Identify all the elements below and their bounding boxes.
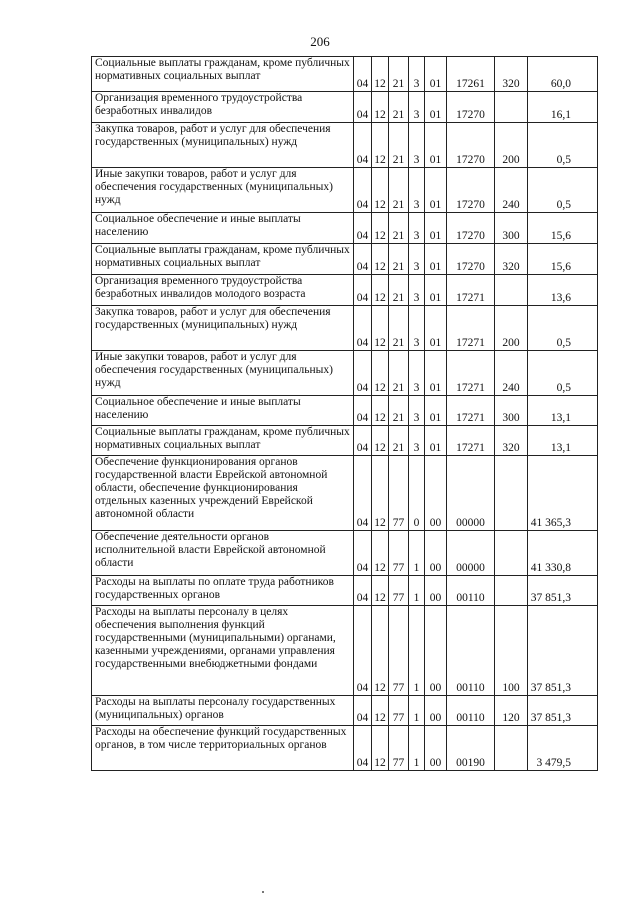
code-section: 04 <box>354 213 372 244</box>
amount: 13,1 <box>528 396 598 426</box>
code-program: 21 <box>389 244 409 275</box>
code-subsection: 12 <box>372 92 389 123</box>
code-activity: 01 <box>425 426 447 456</box>
code-program: 21 <box>389 306 409 351</box>
table-row <box>92 606 598 696</box>
code-activity: 01 <box>425 92 447 123</box>
code-activity: 01 <box>425 213 447 244</box>
expense-type: 200 <box>495 306 528 351</box>
table-row <box>92 213 598 244</box>
code-subprogram: 3 <box>409 123 425 168</box>
code-activity: 01 <box>425 306 447 351</box>
expense-type <box>495 456 528 531</box>
code-section: 04 <box>354 168 372 213</box>
code-activity: 01 <box>425 244 447 275</box>
code-direction: 17270 <box>447 213 495 244</box>
expense-type <box>495 726 528 771</box>
expense-type <box>495 531 528 576</box>
amount: 0,5 <box>528 168 598 213</box>
code-activity: 00 <box>425 576 447 606</box>
expense-type: 240 <box>495 168 528 213</box>
code-subsection: 12 <box>372 168 389 213</box>
code-subprogram: 3 <box>409 168 425 213</box>
code-activity: 01 <box>425 275 447 306</box>
amount: 37 851,3 <box>528 576 598 606</box>
table-row <box>92 696 598 726</box>
amount: 37 851,3 <box>528 696 598 726</box>
code-direction: 17270 <box>447 244 495 275</box>
table-row <box>92 351 598 396</box>
code-program: 21 <box>389 57 409 92</box>
row-name: Расходы на выплаты персоналу в целях обеспечения выполнения функций государственными (муниципальными) органами, казенными учреждениями, органами управления государственными внебюджетными фондами <box>92 606 354 696</box>
row-name: Иные закупки товаров, работ и услуг для обеспечения государственных (муниципальных) нужд <box>92 351 354 396</box>
code-program: 77 <box>389 696 409 726</box>
code-direction: 17270 <box>447 168 495 213</box>
amount: 60,0 <box>528 57 598 92</box>
code-subprogram: 3 <box>409 213 425 244</box>
code-section: 04 <box>354 396 372 426</box>
code-activity: 01 <box>425 123 447 168</box>
code-direction: 17261 <box>447 57 495 92</box>
code-subprogram: 3 <box>409 244 425 275</box>
code-subsection: 12 <box>372 275 389 306</box>
amount: 37 851,3 <box>528 606 598 696</box>
code-direction: 00000 <box>447 531 495 576</box>
row-name: Расходы на обеспечение функций государственных органов, в том числе территориальных органов <box>92 726 354 771</box>
row-name: Расходы на выплаты персоналу государственных (муниципальных) органов <box>92 696 354 726</box>
row-name: Социальные выплаты гражданам, кроме публичных нормативных социальных выплат <box>92 57 354 92</box>
code-section: 04 <box>354 244 372 275</box>
code-subprogram: 1 <box>409 576 425 606</box>
code-subprogram: 3 <box>409 351 425 396</box>
amount: 3 479,5 <box>528 726 598 771</box>
code-direction: 00110 <box>447 576 495 606</box>
code-program: 21 <box>389 168 409 213</box>
code-subprogram: 3 <box>409 426 425 456</box>
code-direction: 17271 <box>447 306 495 351</box>
code-section: 04 <box>354 426 372 456</box>
code-program: 21 <box>389 426 409 456</box>
table-row <box>92 456 598 531</box>
code-direction: 17270 <box>447 92 495 123</box>
expense-type: 320 <box>495 426 528 456</box>
code-direction: 17271 <box>447 351 495 396</box>
code-program: 77 <box>389 456 409 531</box>
expense-type: 100 <box>495 606 528 696</box>
expense-type: 200 <box>495 123 528 168</box>
code-activity: 00 <box>425 726 447 771</box>
row-name: Обеспечение деятельности органов исполнительной власти Еврейской автономной области <box>92 531 354 576</box>
code-section: 04 <box>354 606 372 696</box>
row-name: Иные закупки товаров, работ и услуг для обеспечения государственных (муниципальных) нужд <box>92 168 354 213</box>
code-program: 77 <box>389 606 409 696</box>
code-program: 77 <box>389 576 409 606</box>
code-subsection: 12 <box>372 606 389 696</box>
code-direction: 00110 <box>447 696 495 726</box>
code-direction: 00190 <box>447 726 495 771</box>
table-row <box>92 726 598 771</box>
code-section: 04 <box>354 456 372 531</box>
code-section: 04 <box>354 57 372 92</box>
code-subprogram: 1 <box>409 531 425 576</box>
code-subsection: 12 <box>372 531 389 576</box>
table-row <box>92 92 598 123</box>
code-activity: 00 <box>425 456 447 531</box>
code-section: 04 <box>354 531 372 576</box>
code-activity: 00 <box>425 696 447 726</box>
row-name: Социальные выплаты гражданам, кроме публичных нормативных социальных выплат <box>92 244 354 275</box>
code-activity: 00 <box>425 606 447 696</box>
row-name: Закупка товаров, работ и услуг для обеспечения государственных (муниципальных) нужд <box>92 123 354 168</box>
code-subsection: 12 <box>372 244 389 275</box>
row-name: Организация временного трудоустройства безработных инвалидов молодого возраста <box>92 275 354 306</box>
code-subprogram: 0 <box>409 456 425 531</box>
code-subsection: 12 <box>372 576 389 606</box>
code-subsection: 12 <box>372 351 389 396</box>
code-subsection: 12 <box>372 213 389 244</box>
code-program: 21 <box>389 396 409 426</box>
code-activity: 01 <box>425 57 447 92</box>
code-subsection: 12 <box>372 396 389 426</box>
expense-type: 300 <box>495 396 528 426</box>
amount: 41 330,8 <box>528 531 598 576</box>
amount: 15,6 <box>528 213 598 244</box>
code-subprogram: 1 <box>409 696 425 726</box>
table-row <box>92 275 598 306</box>
expense-type: 320 <box>495 57 528 92</box>
row-name: Закупка товаров, работ и услуг для обеспечения государственных (муниципальных) нужд <box>92 306 354 351</box>
code-subprogram: 1 <box>409 726 425 771</box>
code-activity: 00 <box>425 531 447 576</box>
expense-type: 320 <box>495 244 528 275</box>
code-section: 04 <box>354 92 372 123</box>
code-section: 04 <box>354 726 372 771</box>
code-section: 04 <box>354 696 372 726</box>
code-program: 77 <box>389 726 409 771</box>
table-row <box>92 57 598 92</box>
code-activity: 01 <box>425 351 447 396</box>
row-name: Социальное обеспечение и иные выплаты населению <box>92 213 354 244</box>
budget-table <box>91 56 598 771</box>
expense-type: 240 <box>495 351 528 396</box>
table-row <box>92 426 598 456</box>
row-name: Социальные выплаты гражданам, кроме публичных нормативных социальных выплат <box>92 426 354 456</box>
table-row <box>92 396 598 426</box>
expense-type: 120 <box>495 696 528 726</box>
expense-type <box>495 92 528 123</box>
code-direction: 00110 <box>447 606 495 696</box>
code-subprogram: 3 <box>409 57 425 92</box>
scan-speck <box>262 891 264 893</box>
amount: 41 365,3 <box>528 456 598 531</box>
code-subprogram: 3 <box>409 275 425 306</box>
code-program: 21 <box>389 213 409 244</box>
code-subsection: 12 <box>372 456 389 531</box>
code-section: 04 <box>354 275 372 306</box>
code-program: 21 <box>389 92 409 123</box>
expense-type: 300 <box>495 213 528 244</box>
code-direction: 17271 <box>447 275 495 306</box>
code-direction: 17271 <box>447 426 495 456</box>
code-subsection: 12 <box>372 726 389 771</box>
code-subsection: 12 <box>372 123 389 168</box>
code-subsection: 12 <box>372 57 389 92</box>
amount: 13,1 <box>528 426 598 456</box>
amount: 0,5 <box>528 351 598 396</box>
row-name: Социальное обеспечение и иные выплаты населению <box>92 396 354 426</box>
code-section: 04 <box>354 351 372 396</box>
amount: 13,6 <box>528 275 598 306</box>
code-program: 77 <box>389 531 409 576</box>
table-row <box>92 123 598 168</box>
page-number: 206 <box>310 34 330 49</box>
amount: 16,1 <box>528 92 598 123</box>
code-program: 21 <box>389 275 409 306</box>
code-program: 21 <box>389 123 409 168</box>
expense-type <box>495 275 528 306</box>
row-name: Расходы на выплаты по оплате труда работников государственных органов <box>92 576 354 606</box>
code-subprogram: 3 <box>409 396 425 426</box>
code-direction: 00000 <box>447 456 495 531</box>
code-program: 21 <box>389 351 409 396</box>
code-activity: 01 <box>425 168 447 213</box>
table-row <box>92 306 598 351</box>
code-direction: 17271 <box>447 396 495 426</box>
row-name: Организация временного трудоустройства безработных инвалидов <box>92 92 354 123</box>
table-row <box>92 531 598 576</box>
code-section: 04 <box>354 306 372 351</box>
code-activity: 01 <box>425 396 447 426</box>
amount: 0,5 <box>528 123 598 168</box>
table-row <box>92 576 598 606</box>
code-direction: 17270 <box>447 123 495 168</box>
code-section: 04 <box>354 576 372 606</box>
code-subprogram: 3 <box>409 306 425 351</box>
code-subsection: 12 <box>372 426 389 456</box>
code-subsection: 12 <box>372 306 389 351</box>
expense-type <box>495 576 528 606</box>
code-subprogram: 1 <box>409 606 425 696</box>
row-name: Обеспечение функционирования органов государственной власти Еврейской автономной области, обеспечение функционирования отдельных казенных учреждений Еврейской автономной области <box>92 456 354 531</box>
table-row <box>92 168 598 213</box>
code-subprogram: 3 <box>409 92 425 123</box>
amount: 15,6 <box>528 244 598 275</box>
table-row <box>92 244 598 275</box>
amount: 0,5 <box>528 306 598 351</box>
code-subsection: 12 <box>372 696 389 726</box>
code-section: 04 <box>354 123 372 168</box>
